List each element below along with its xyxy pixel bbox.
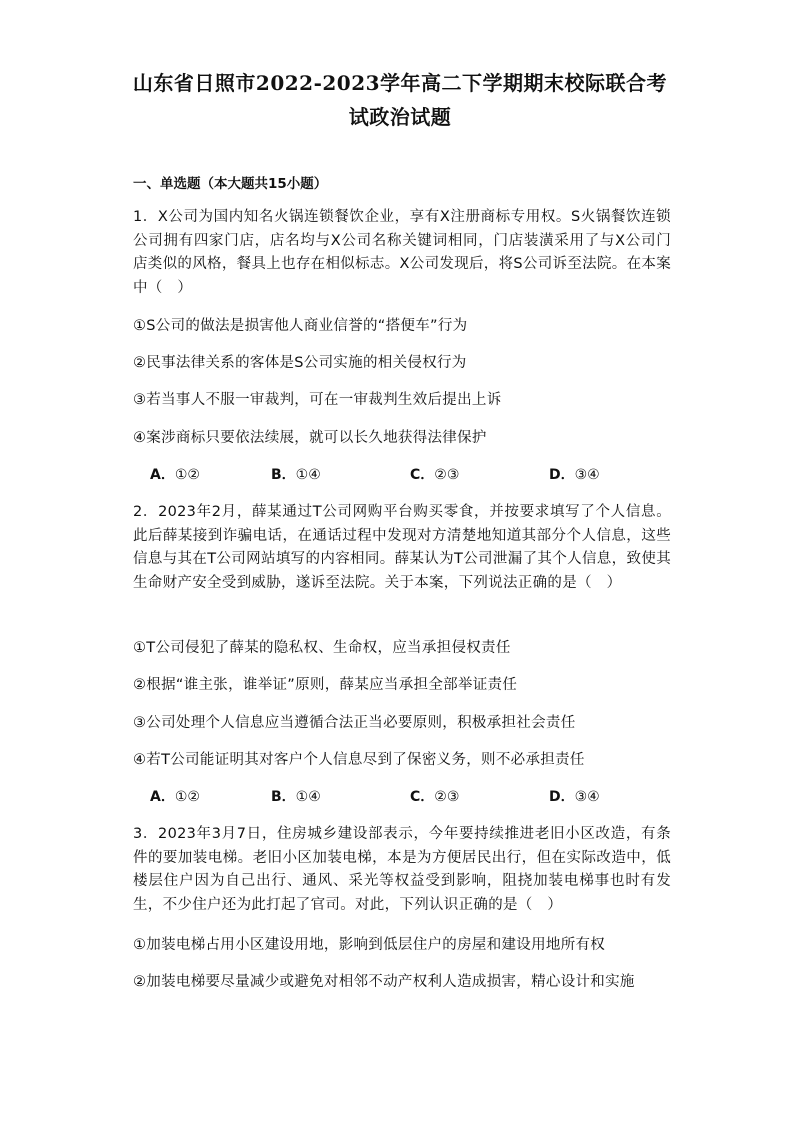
section-heading: 一、单选题（本大题共15小题） [133,176,328,192]
choice-value: ①④ [295,789,321,805]
page-title: 山东省日照市2022-2023学年高二下学期期末校际联合考试政治试题 [132,71,668,129]
choice-key: C． [410,467,435,483]
choice-key: B． [271,467,296,483]
choice-key: A． [150,789,175,805]
question-1-stem: 1．X公司为国内知名火锅连锁餐饮企业，享有X注册商标专用权。S火锅餐饮连锁公司拥有四家门店，店名均与X公司名称关键词相同，门店装潢采用了与X公司门店类似的风格，餐具上也存在相似标志。X公司发现后，将S公司诉至法院。在本案中（ ） [133,209,671,296]
question-1-option-4: ④案涉商标只要依法续展，就可以长久地获得法律保护 [133,430,487,446]
question-1-option-2: ②民事法律关系的客体是S公司实施的相关侵权行为 [133,355,467,371]
question-2-option-1: ①T公司侵犯了薛某的隐私权、生命权，应当承担侵权责任 [133,640,511,656]
choice-value: ①④ [295,467,321,483]
question-2-stem: 2．2023年2月，薛某通过T公司网购平台购买零食，并按要求填写了个人信息。此后薛某接到诈骗电话，在通话过程中发现对方清楚地知道其部分个人信息，这些信息与其在T公司网站填写的内容相同。薛某认为T公司泄漏了其个人信息，致使其生命财产安全受到威胁，遂诉至法院。关于本案，下列说法正确的是（ ） [133,504,671,591]
question-2-option-2: ②根据“谁主张，谁举证”原则，薛某应当承担全部举证责任 [133,677,518,693]
question-2-choice-a[interactable] [150,787,200,807]
question-2-option-3: ③公司处理个人信息应当遵循合法正当必要原则，积极承担社会责任 [133,715,576,731]
question-1-choice-d[interactable] [549,465,600,485]
choice-key: D． [549,789,575,805]
question-2-choice-b[interactable] [271,787,321,807]
choice-value: ③④ [574,467,600,483]
question-1-option-1: ①S公司的做法是损害他人商业信誉的“搭便车”行为 [133,318,468,334]
choice-key: B． [271,789,296,805]
question-1-choice-b[interactable] [271,465,321,485]
question-3-stem: 3．2023年3月7日，住房城乡建设部表示，今年要持续推进老旧小区改造，有条件的要加装电梯。老旧小区加装电梯，本是为方便居民出行，但在实际改造中，低楼层住户因为自己出行、通风、采光等权益受到影响，阻挠加装电梯事也时有发生，不少住户还为此打起了官司。对此，下列认识正确的是（ ） [133,826,671,913]
question-3-option-2: ②加装电梯要尽量减少或避免对相邻不动产权利人造成损害，精心设计和实施 [133,974,635,990]
question-3-option-1: ①加装电梯占用小区建设用地，影响到低层住户的房屋和建设用地所有权 [133,937,606,953]
choice-key: A． [150,467,175,483]
question-1-choice-c[interactable] [410,465,459,485]
choice-value: ②③ [434,467,460,483]
question-2-option-4: ④若T公司能证明其对客户个人信息尽到了保密义务，则不必承担责任 [133,752,585,768]
choice-key: D． [549,467,575,483]
question-2-choice-c[interactable] [410,787,459,807]
question-1-option-3: ③若当事人不服一审裁判，可在一审裁判生效后提出上诉 [133,392,502,408]
question-1-choice-a[interactable] [150,465,200,485]
choice-value: ③④ [574,789,600,805]
choice-value: ①② [174,467,200,483]
choice-value: ②③ [434,789,460,805]
choice-value: ①② [174,789,200,805]
choice-key: C． [410,789,435,805]
question-2-choice-d[interactable] [549,787,600,807]
